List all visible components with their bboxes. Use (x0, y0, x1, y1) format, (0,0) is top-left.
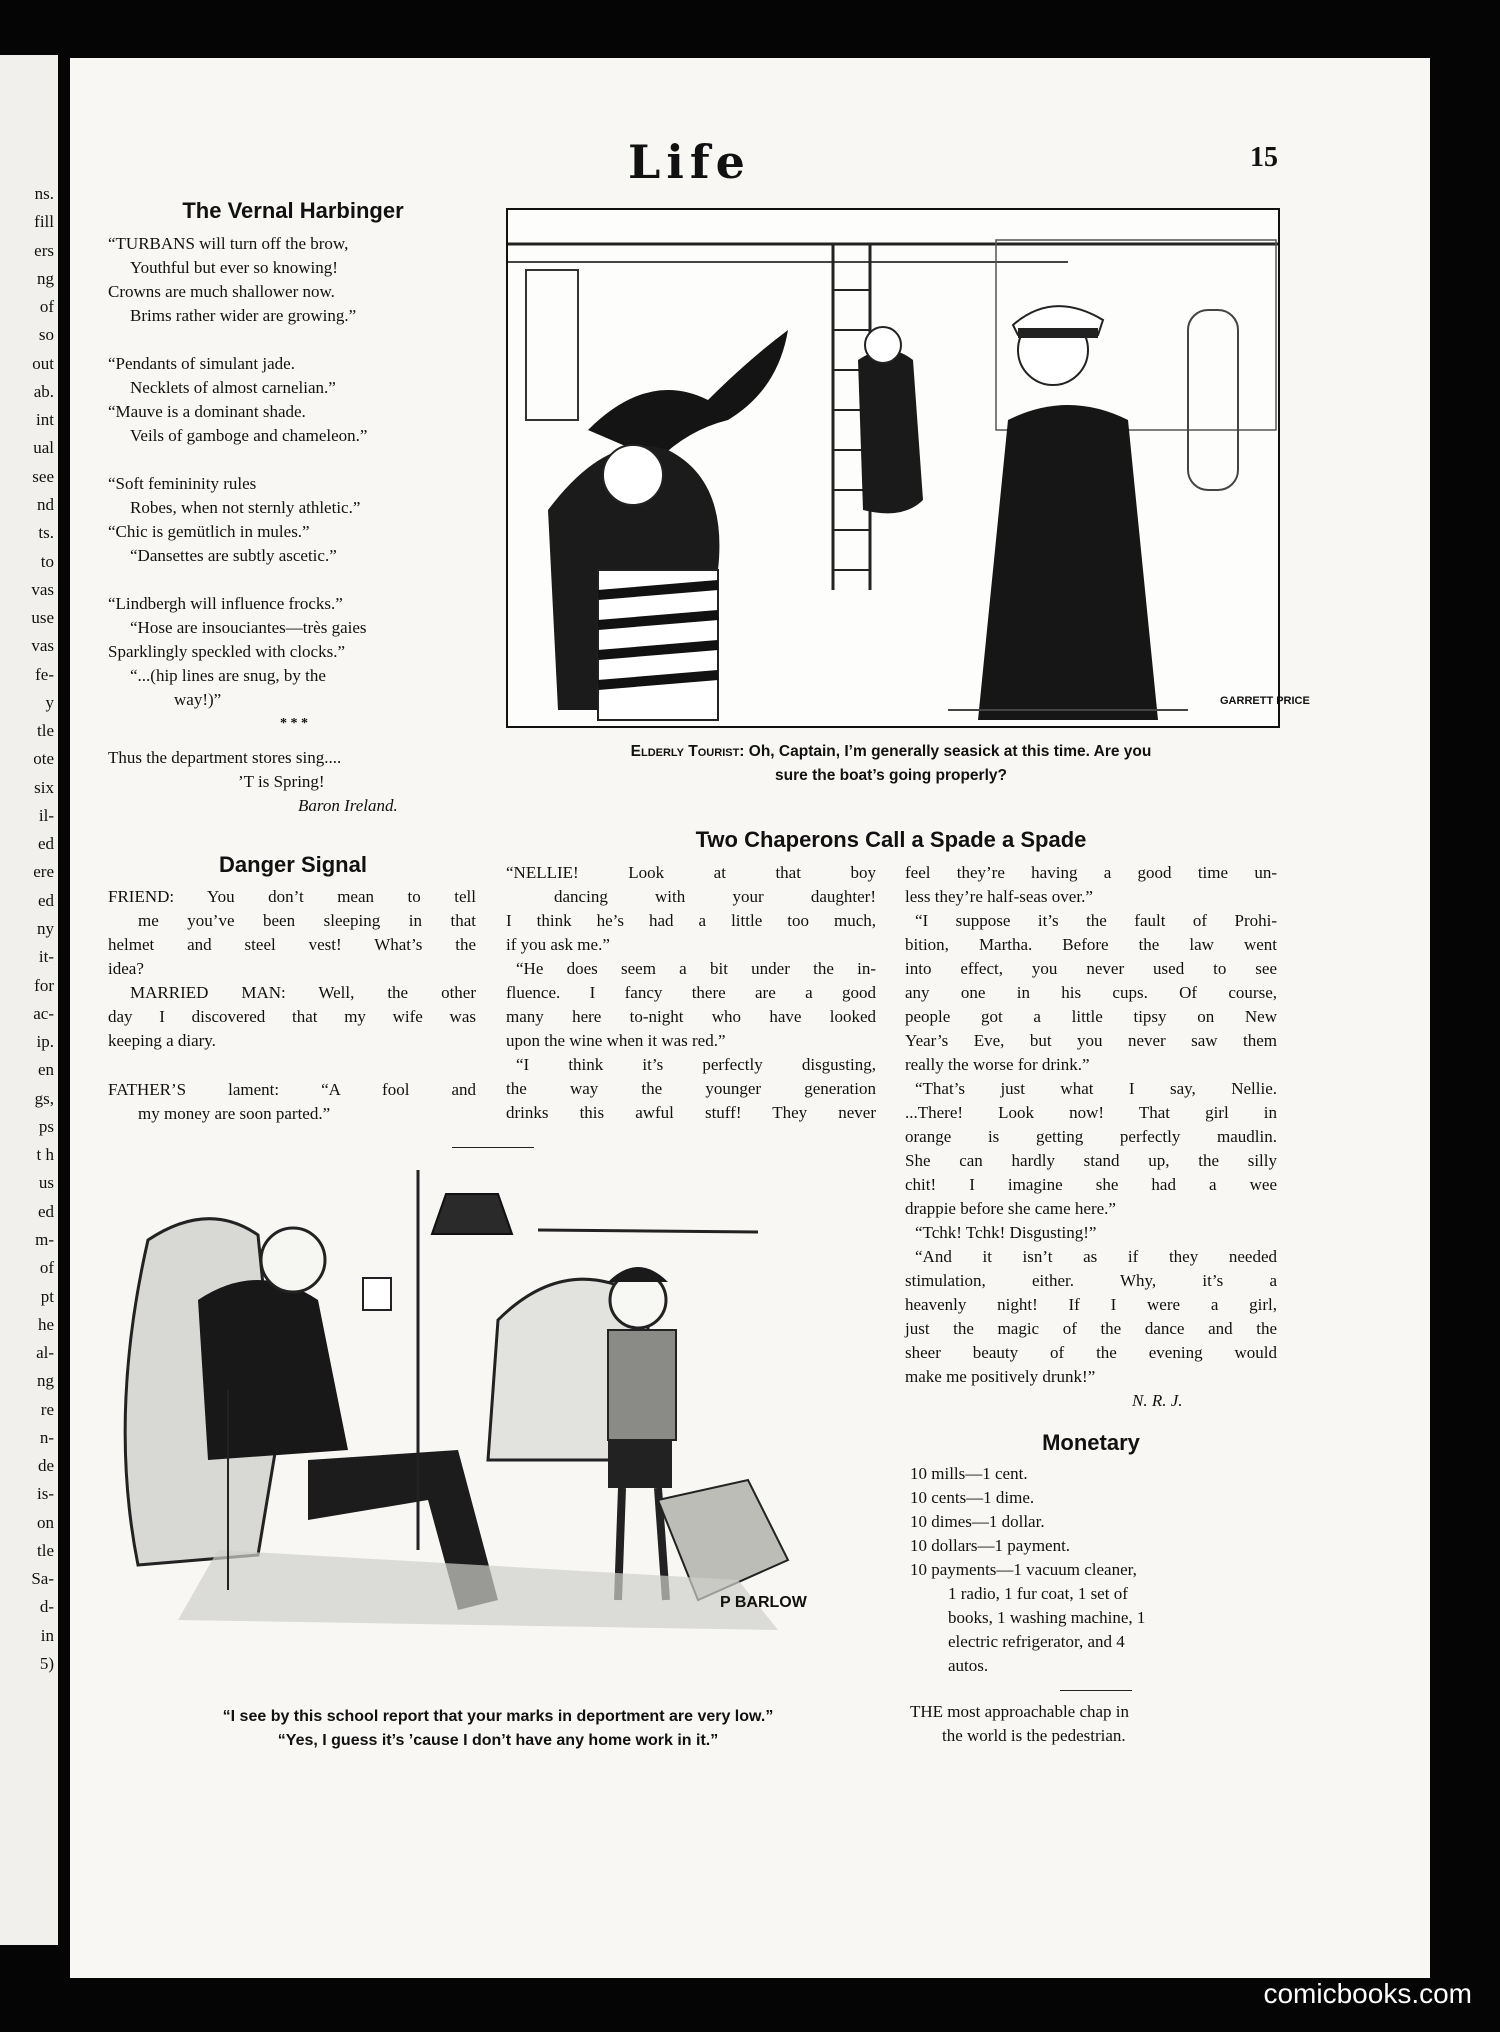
facing-page-fragment: ac- (33, 1003, 54, 1023)
facing-page-fragment: fill (34, 212, 54, 232)
facing-page-edge (0, 55, 58, 1945)
facing-page-fragment: al- (36, 1343, 54, 1363)
facing-page-fragment: y (45, 692, 54, 712)
cartoon-signature: P BARLOW (720, 1594, 807, 1611)
text-line: ...There! Look now! That girl in (905, 1103, 1277, 1122)
facing-page-fragment: is- (37, 1484, 54, 1504)
facing-page-fragment: d- (39, 1597, 54, 1617)
facing-page-fragment: tle (37, 1540, 54, 1560)
ship-deck-drawing (508, 210, 1310, 726)
list-item: books, 1 washing machine, 1 (948, 1608, 1146, 1627)
facing-page-fragment: six (34, 777, 54, 797)
divider-rule (1060, 1690, 1132, 1691)
school-report-cartoon (118, 1160, 878, 1640)
text-line: MARRIED MAN: Well, the other (130, 983, 476, 1002)
text-line: any one in his cups. Of course, (905, 983, 1277, 1002)
facing-page-fragment: us (38, 1173, 54, 1193)
ship-deck-cartoon (506, 208, 1310, 728)
text-line: many here to-night who have looked (506, 1007, 876, 1026)
text-line: really the worse for drink.” (905, 1055, 1090, 1074)
facing-page-fragment: Sa- (31, 1569, 54, 1589)
facing-page-fragment: vas (31, 636, 54, 656)
list-item: electric refrigerator, and 4 (948, 1632, 1125, 1651)
text-line: the world is the pedestrian. (942, 1726, 1126, 1745)
poem-line: Youthful but ever so knowing! (130, 258, 338, 277)
facing-page-fragment: ps (38, 1116, 54, 1136)
facing-page-fragment: ere (33, 862, 54, 882)
monetary-title: Monetary (1042, 1430, 1140, 1455)
text-line: “NELLIE! Look at that boy (506, 863, 876, 882)
facing-page-fragment: t h (36, 1145, 54, 1165)
text-line: drinks this awful stuff! They never (506, 1103, 876, 1122)
facing-page-fragment: out (32, 353, 54, 373)
pedestrian-text (910, 1700, 1280, 1748)
poem-line: Necklets of almost carnelian.” (130, 378, 336, 397)
vernal-poem (108, 232, 478, 818)
facing-page-fragment: de (37, 1456, 54, 1476)
school-report-drawing (118, 1160, 878, 1640)
facing-page-fragment: to (40, 551, 54, 571)
text-line: FATHER’S lament: “A fool and (108, 1080, 476, 1099)
text-line: me you’ve been sleeping in that (138, 911, 476, 930)
list-item: autos. (948, 1656, 989, 1675)
chaperons-signature: N. R. J. (1132, 1391, 1183, 1410)
cartoon-signature: GARRETT PRICE (1220, 695, 1310, 707)
facing-page-fragment: gs, (34, 1088, 54, 1108)
text-line: the way the younger generation (506, 1079, 876, 1098)
text-line: THE most approachable chap in (910, 1702, 1130, 1721)
text-line: my money are soon parted.” (138, 1104, 331, 1123)
text-line: “That’s just what I say, Nellie. (915, 1079, 1277, 1098)
text-line: day I discovered that my wife was (108, 1007, 476, 1026)
danger-text (108, 885, 476, 1053)
facing-page-fragment: it- (38, 947, 54, 967)
text-line: upon the wine when it was red.” (506, 1031, 726, 1050)
text-line: if you ask me.” (506, 935, 610, 954)
poem-line: “Hose are insouciantes—très gaies (130, 618, 367, 637)
text-line: “And it isn’t as if they needed (915, 1247, 1277, 1266)
facing-page-fragment: ed (37, 834, 54, 854)
poem-line: “Soft femininity rules (108, 474, 257, 493)
facing-page-fragment: fe- (35, 664, 54, 684)
text-line: heavenly night! If I were a girl, (905, 1295, 1277, 1314)
poem-line: “Lindbergh will influence frocks.” (108, 594, 343, 613)
list-item: 10 dollars—1 payment. (910, 1536, 1071, 1555)
facing-page-fragment: of (39, 1258, 54, 1278)
caption-text: Oh, Captain, I’m generally seasick at this time. Are you (748, 743, 1152, 760)
chaperons-column-1 (506, 861, 876, 1125)
text-line: “Tchk! Tchk! Disgusting!” (915, 1223, 1097, 1242)
facing-page-fragment: en (37, 1060, 54, 1080)
text-line: “He does seem a bit under the in- (516, 959, 876, 978)
facing-page-fragment: vas (31, 579, 54, 599)
text-line: orange is getting perfectly maudlin. (905, 1127, 1277, 1146)
facing-page-fragment: ual (33, 438, 54, 458)
caption-text: “I see by this school report that your marks in deportment are very low.” (222, 1708, 774, 1725)
facing-page-fragment: ny (37, 919, 54, 938)
facing-page-fragment: use (31, 608, 54, 628)
text-line: “I suppose it’s the fault of Prohi- (915, 911, 1277, 930)
text-line: people got a little tipsy on New (905, 1007, 1277, 1026)
danger-title: Danger Signal (219, 852, 367, 877)
text-line: helmet and steel vest! What’s the (108, 935, 476, 954)
facing-page-fragment: ers (34, 240, 54, 260)
chaperons-column-2 (905, 861, 1277, 1413)
facing-page-fragment: of (39, 297, 54, 317)
chaperons-title: Two Chaperons Call a Spade a Spade (695, 827, 1087, 852)
facing-page-fragment: ng (37, 268, 54, 288)
facing-page-fragment: in (40, 1625, 54, 1645)
facing-page-fragment: ts. (38, 523, 54, 543)
poem-line: “Pendants of simulant jade. (108, 354, 295, 373)
poem-line: “Mauve is a dominant shade. (108, 402, 306, 421)
caption-text: sure the boat’s going properly? (775, 767, 1007, 784)
vernal-title: The Vernal Harbinger (182, 198, 404, 223)
poem-line: “TURBANS will turn off the brow, (108, 234, 349, 253)
poem-line: way!)” (174, 690, 222, 709)
ship-cartoon-caption (506, 740, 1276, 788)
caption-text: “Yes, I guess it’s ’cause I don’t have any home work in it.” (277, 1732, 719, 1749)
facing-page-fragment: ng (37, 1371, 54, 1391)
text-line: just the magic of the dance and the (905, 1319, 1277, 1338)
list-item: 10 payments—1 vacuum cleaner, (910, 1560, 1137, 1579)
facing-page-fragment: pt (40, 1286, 54, 1306)
facing-page-fragment: il- (38, 805, 54, 825)
facing-page-fragment: ab. (33, 381, 54, 401)
facing-page-fragment: re (40, 1399, 54, 1419)
facing-page-fragment: ip. (36, 1032, 54, 1052)
poem-line: Thus the department stores sing.... (108, 748, 342, 767)
facing-page-fragment: ote (33, 749, 54, 769)
text-line: chit! I imagine she had a wee (905, 1175, 1277, 1194)
stars-separator: * * * (280, 716, 308, 731)
text-line: stimulation, either. Why, it’s a (905, 1271, 1277, 1290)
facing-page-fragment: 5) (39, 1654, 54, 1673)
page-number: 15 (1250, 142, 1278, 173)
text-line: make me positively drunk!” (905, 1367, 1096, 1386)
site-watermark: comicbooks.com (1263, 1978, 1472, 2009)
school-cartoon-caption (118, 1705, 878, 1753)
facing-page-fragment: ns. (34, 184, 54, 203)
poem-line: ’T is Spring! (238, 772, 325, 791)
divider-rule (452, 1147, 534, 1148)
poem-line: Sparklingly speckled with clocks.” (108, 642, 346, 661)
facing-page-fragment: n- (39, 1427, 54, 1447)
text-line: Year’s Eve, but you never saw them (905, 1031, 1277, 1050)
caption-speaker: Elderly Tourist: (630, 743, 745, 760)
text-line: dancing with your daughter! (554, 887, 876, 906)
vernal-signature: Baron Ireland. (298, 796, 398, 815)
facing-page-fragment: for (34, 975, 54, 995)
text-line: feel they’re having a good time un- (905, 863, 1277, 882)
text-line: bition, Martha. Before the law went (905, 935, 1277, 954)
facing-page-fragment: m- (35, 1229, 54, 1249)
text-line: idea? (108, 959, 144, 978)
facing-page-fragment: ed (37, 890, 54, 910)
monetary-list (910, 1462, 1280, 1678)
masthead-title: Life (628, 135, 751, 189)
poem-line: Crowns are much shallower now. (108, 282, 335, 301)
poem-line: Brims rather wider are growing.” (130, 306, 357, 325)
list-item: 10 dimes—1 dollar. (910, 1512, 1045, 1531)
text-line: fluence. I fancy there are a good (506, 983, 876, 1002)
text-line: “I think it’s perfectly disgusting, (516, 1055, 876, 1074)
poem-line: “...(hip lines are snug, by the (130, 666, 326, 685)
list-item: 10 cents—1 dime. (910, 1488, 1035, 1507)
father-text (108, 1078, 476, 1126)
poem-line: “Chic is gemütlich in mules.” (108, 522, 310, 541)
facing-page-fragment: so (38, 325, 54, 345)
facing-page-fragment: on (37, 1512, 54, 1532)
poem-line: “Dansettes are subtly ascetic.” (130, 546, 337, 565)
text-line: I think he’s had a little too much, (506, 911, 876, 930)
facing-page-fragment: see (32, 466, 54, 486)
facing-page-fragment: tle (37, 721, 54, 741)
facing-page-fragment: nd (37, 494, 54, 514)
poem-line: Robes, when not sternly athletic.” (130, 498, 361, 517)
text-line: less they’re half-seas over.” (905, 887, 1093, 906)
list-item: 1 radio, 1 fur coat, 1 set of (948, 1584, 1128, 1603)
facing-page-fragment: he (37, 1314, 54, 1334)
facing-page-fragment: ed (37, 1201, 54, 1221)
text-line: She can hardly stand up, the silly (905, 1151, 1277, 1170)
list-item: 10 mills—1 cent. (910, 1464, 1028, 1483)
text-line: FRIEND: You don’t mean to tell (108, 887, 476, 906)
text-line: drappie before she came here.” (905, 1199, 1116, 1218)
text-line: into effect, you never used to see (905, 959, 1277, 978)
facing-page-fragment: int (36, 410, 54, 430)
text-line: keeping a diary. (108, 1031, 216, 1050)
text-line: sheer beauty of the evening would (905, 1343, 1277, 1362)
poem-line: Veils of gamboge and chameleon.” (130, 426, 368, 445)
